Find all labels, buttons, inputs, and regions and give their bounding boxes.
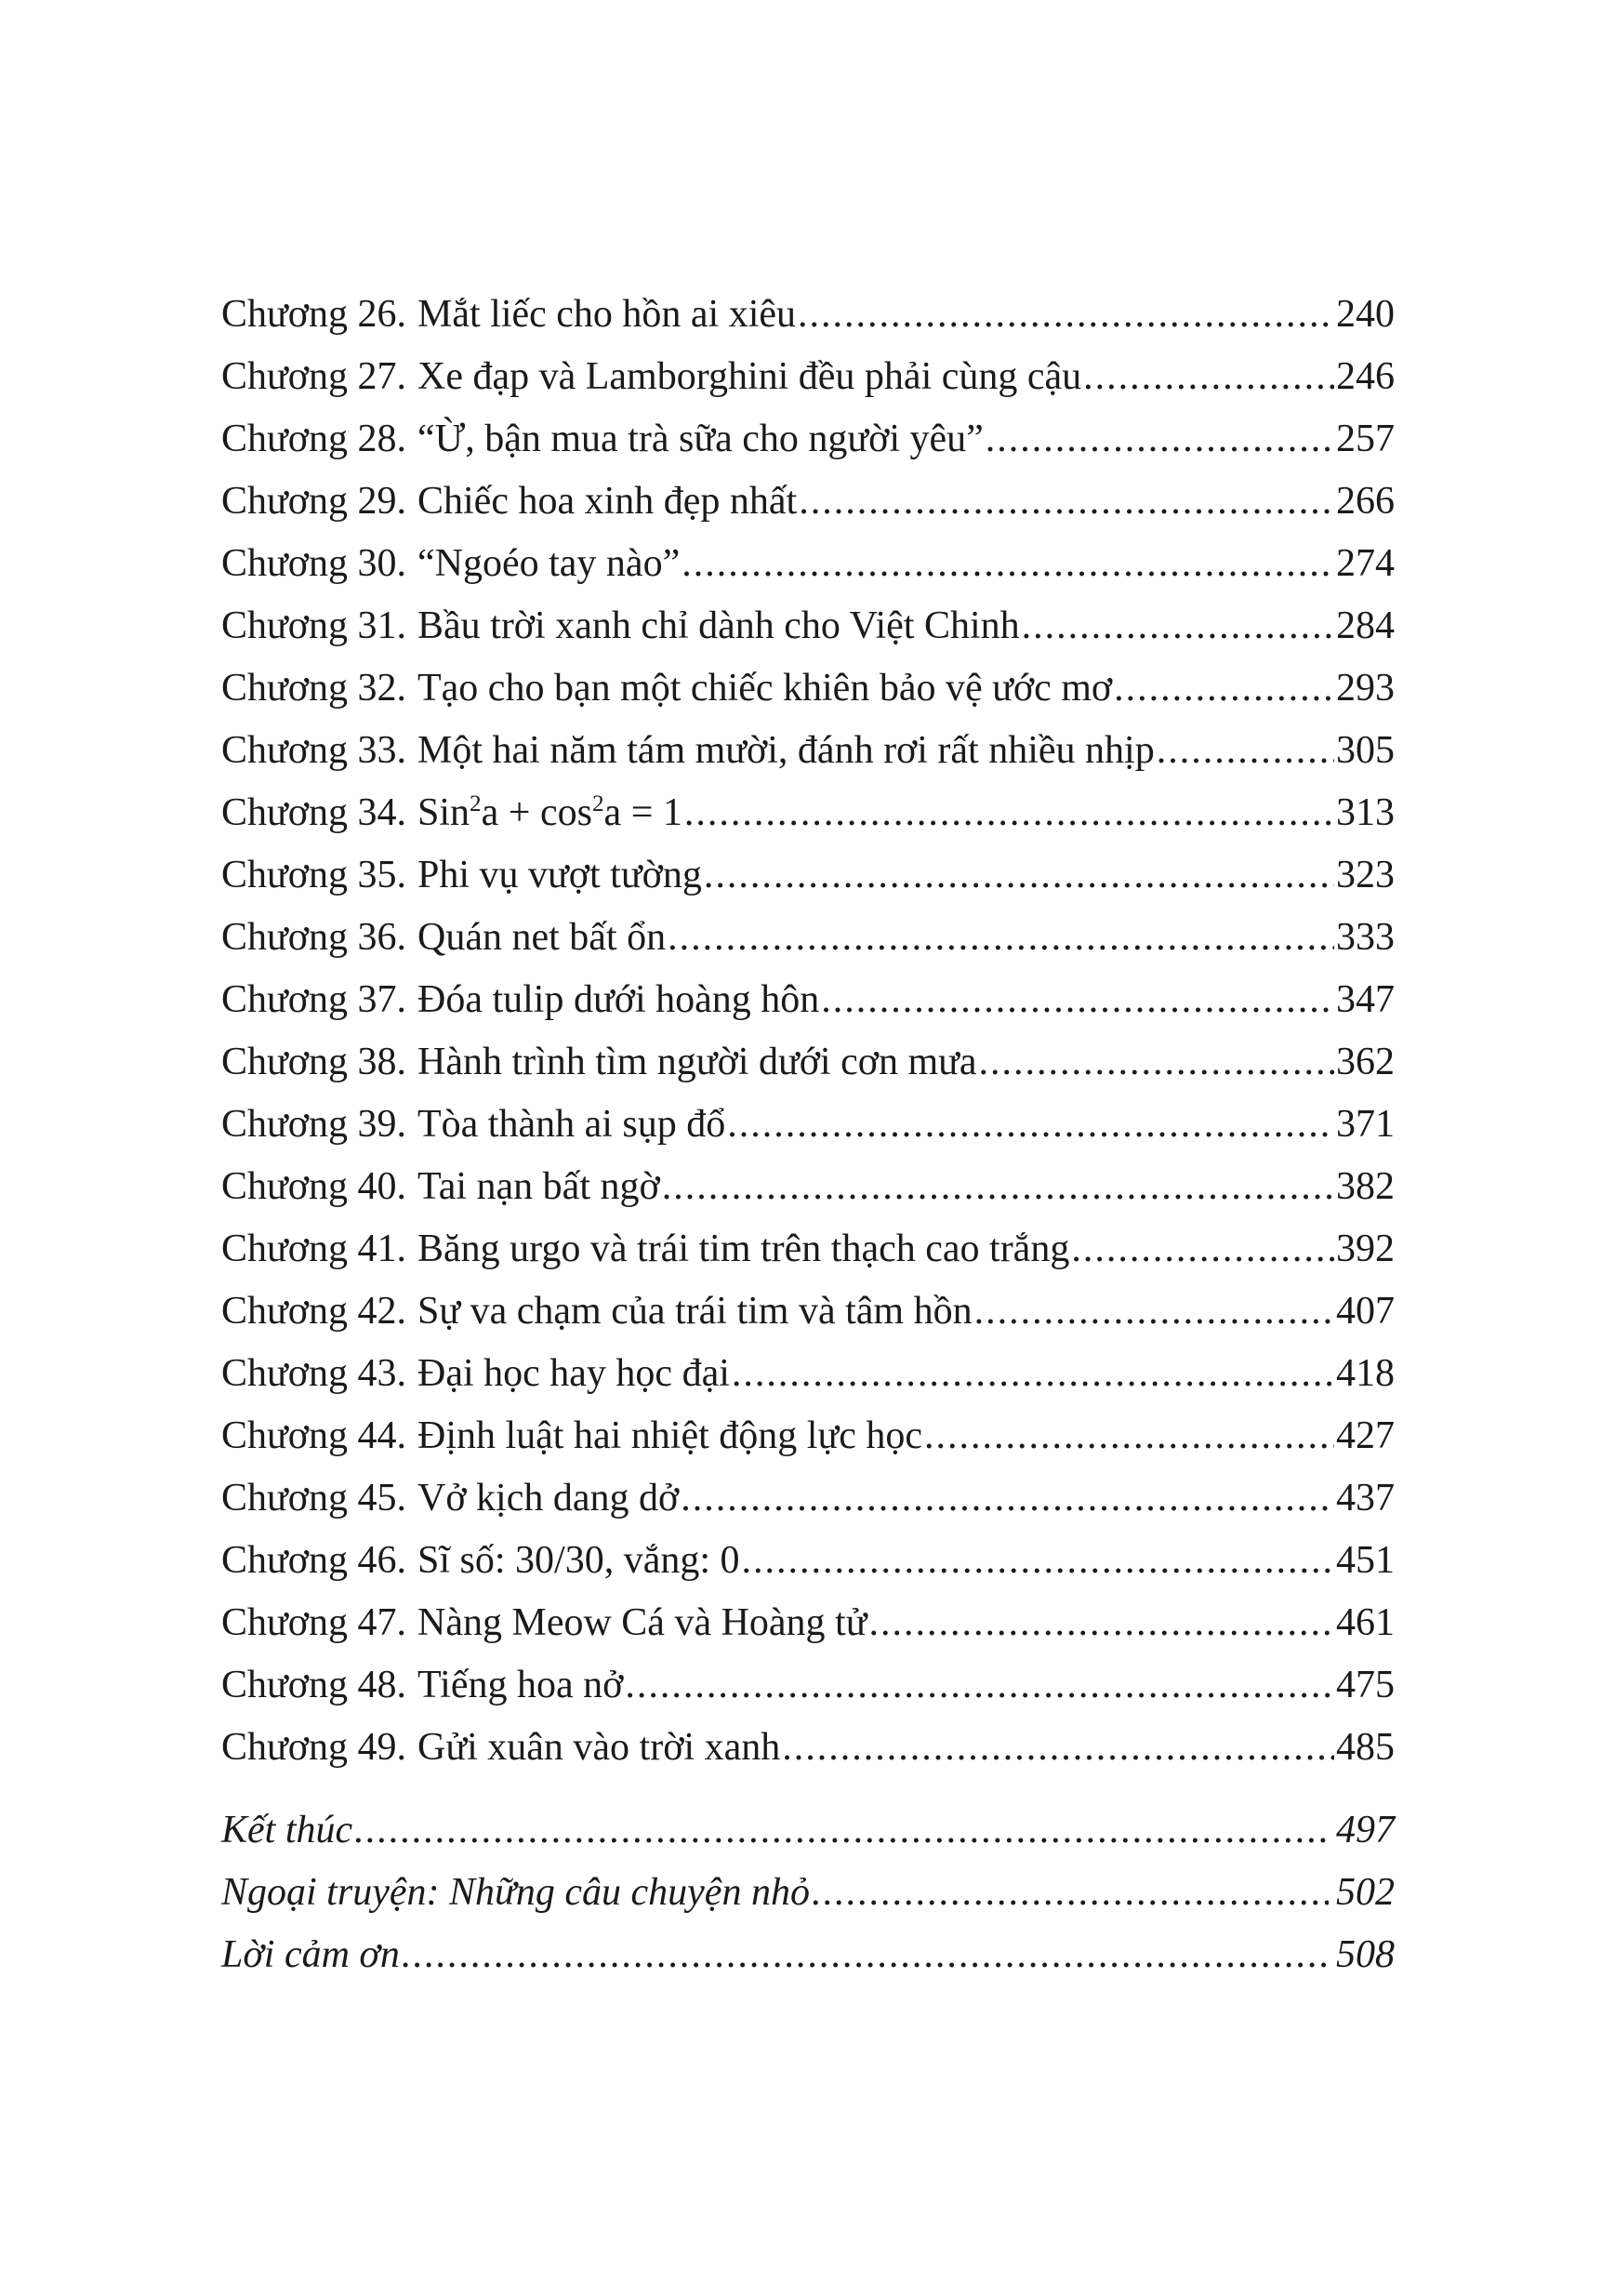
chapter-title: Đại học hay học đại xyxy=(417,1352,730,1395)
dot-leader xyxy=(821,969,1334,1031)
chapter-title-formula xyxy=(417,791,682,834)
dot-leader xyxy=(986,408,1334,471)
page-number: 407 xyxy=(1336,1290,1395,1333)
toc-entry-loi-cam-on xyxy=(221,1924,1395,1986)
toc-entry-ch36 xyxy=(221,907,1395,969)
formula-superscript: 2 xyxy=(591,791,604,816)
toc-entry-ch29 xyxy=(221,471,1395,533)
chapter-title: Sĩ số: 30/30, vắng: 0 xyxy=(417,1539,740,1582)
dot-leader xyxy=(924,1405,1334,1467)
dot-leader xyxy=(1022,595,1334,657)
page-number: 502 xyxy=(1336,1871,1395,1914)
chapter-title: Hành trình tìm người dưới cơn mưa xyxy=(417,1041,977,1083)
page-number: 371 xyxy=(1336,1103,1395,1146)
dot-leader xyxy=(782,1717,1334,1779)
page-number: 382 xyxy=(1336,1165,1395,1208)
toc-title xyxy=(221,1343,730,1405)
toc-entry-ch32 xyxy=(221,657,1395,720)
dot-leader xyxy=(727,1094,1334,1156)
chapter-title: Gửi xuân vào trời xanh xyxy=(417,1726,781,1769)
chapter-label: Chương 27. xyxy=(221,355,406,398)
toc-title xyxy=(221,1281,973,1343)
toc-entry-ch34 xyxy=(221,782,1395,844)
toc-entry-ch28 xyxy=(221,408,1395,471)
toc-entry-ch45 xyxy=(221,1467,1395,1530)
page-number: 323 xyxy=(1336,854,1395,896)
dot-leader xyxy=(668,907,1334,969)
page-number: 392 xyxy=(1336,1228,1395,1270)
toc-entry-ch47 xyxy=(221,1592,1395,1654)
page-number: 497 xyxy=(1336,1809,1395,1851)
dot-leader xyxy=(1157,720,1334,782)
table-of-contents xyxy=(221,284,1395,1986)
dot-leader xyxy=(979,1031,1334,1094)
chapter-label: Chương 28. xyxy=(221,418,406,460)
dot-leader xyxy=(662,1156,1334,1218)
page-number: 508 xyxy=(1336,1933,1395,1976)
chapter-label: Chương 35. xyxy=(221,854,406,896)
toc-entry-ch39 xyxy=(221,1094,1395,1156)
chapter-title: Tạo cho bạn một chiếc khiên bảo vệ ước mơ xyxy=(417,667,1113,710)
toc-entry-ch48 xyxy=(221,1654,1395,1717)
endmatter-title: Kết thúc xyxy=(221,1809,353,1851)
toc-title xyxy=(221,284,796,346)
chapter-label: Chương 36. xyxy=(221,916,406,959)
formula-superscript: 2 xyxy=(470,791,482,816)
dot-leader xyxy=(1071,1218,1334,1281)
chapter-label: Chương 26. xyxy=(221,293,406,336)
chapter-title: Tai nạn bất ngờ xyxy=(417,1165,660,1208)
page-number: 313 xyxy=(1336,791,1395,834)
toc-entry-ngoai-truyen xyxy=(221,1862,1395,1924)
dot-leader xyxy=(681,1467,1334,1530)
toc-title xyxy=(221,1592,867,1654)
dot-leader xyxy=(812,1862,1329,1924)
chapter-title: “Ngoéo tay nào” xyxy=(417,542,681,585)
toc-title xyxy=(221,533,680,595)
chapter-label: Chương 29. xyxy=(221,480,406,523)
chapter-label: Chương 47. xyxy=(221,1601,406,1644)
chapter-title: Phi vụ vượt tường xyxy=(417,854,702,896)
toc-entry-ch33 xyxy=(221,720,1395,782)
toc-title xyxy=(221,1530,740,1592)
page-number: 437 xyxy=(1336,1477,1395,1520)
chapter-label: Chương 40. xyxy=(221,1165,406,1208)
dot-leader xyxy=(1114,657,1334,720)
chapter-title: Tiếng hoa nở xyxy=(417,1664,624,1706)
toc-entry-ch37 xyxy=(221,969,1395,1031)
page-number: 246 xyxy=(1336,355,1395,398)
toc-title xyxy=(221,1717,780,1779)
dot-leader xyxy=(625,1654,1334,1717)
chapter-label: Chương 44. xyxy=(221,1414,406,1457)
toc-title xyxy=(221,1031,977,1094)
dot-leader xyxy=(704,844,1334,907)
dot-leader xyxy=(799,471,1334,533)
chapter-label: Chương 48. xyxy=(221,1664,406,1706)
chapter-title: Băng urgo và trái tim trên thạch cao trắng xyxy=(417,1228,1070,1270)
dot-leader xyxy=(974,1281,1334,1343)
page-number: 362 xyxy=(1336,1041,1395,1083)
toc-title xyxy=(221,720,1155,782)
chapter-label: Chương 49. xyxy=(221,1726,406,1769)
toc-title xyxy=(221,1405,922,1467)
toc-entry-ch42 xyxy=(221,1281,1395,1343)
dot-leader xyxy=(732,1343,1334,1405)
chapter-label: Chương 33. xyxy=(221,729,406,772)
toc-title xyxy=(221,408,984,471)
dot-leader xyxy=(742,1530,1334,1592)
chapter-title: Sự va chạm của trái tim và tâm hồn xyxy=(417,1290,973,1333)
dot-leader xyxy=(682,533,1334,595)
chapter-title: Tòa thành ai sụp đổ xyxy=(417,1103,726,1146)
page-number: 293 xyxy=(1336,667,1395,710)
chapter-label: Chương 31. xyxy=(221,604,406,647)
chapter-label: Chương 42. xyxy=(221,1290,406,1333)
toc-entry-ch40 xyxy=(221,1156,1395,1218)
toc-title xyxy=(221,346,1081,408)
page-number: 266 xyxy=(1336,480,1395,523)
chapter-label: Chương 30. xyxy=(221,542,406,585)
toc-entry-ch31 xyxy=(221,595,1395,657)
toc-title xyxy=(221,782,682,844)
toc-entry-ch43 xyxy=(221,1343,1395,1405)
chapter-title: Mắt liếc cho hồn ai xiêu xyxy=(417,293,797,336)
endmatter-title: Lời cảm ơn xyxy=(221,1933,400,1976)
page-number: 418 xyxy=(1336,1352,1395,1395)
toc-entry-ch41 xyxy=(221,1218,1395,1281)
chapter-label: Chương 46. xyxy=(221,1539,406,1582)
dot-leader xyxy=(869,1592,1335,1654)
page-number: 475 xyxy=(1336,1664,1395,1706)
dot-leader xyxy=(798,284,1334,346)
page-number: 427 xyxy=(1336,1414,1395,1457)
toc-entry-ket-thuc xyxy=(221,1799,1395,1862)
toc-title xyxy=(221,907,666,969)
page-number: 485 xyxy=(1336,1726,1395,1769)
dot-leader xyxy=(354,1799,1329,1862)
dot-leader xyxy=(1083,346,1334,408)
chapter-title: Định luật hai nhiệt động lực học xyxy=(417,1414,922,1457)
dot-leader xyxy=(402,1924,1329,1986)
chapter-title: Bầu trời xanh chỉ dành cho Việt Chinh xyxy=(417,604,1020,647)
formula-part: Sin xyxy=(417,791,470,834)
formula-part: a = 1 xyxy=(603,791,682,834)
page-number: 451 xyxy=(1336,1539,1395,1582)
toc-entry-ch38 xyxy=(221,1031,1395,1094)
chapter-title: Quán net bất ổn xyxy=(417,916,667,959)
page-number: 257 xyxy=(1336,418,1395,460)
chapter-title: Nàng Meow Cá và Hoàng tử xyxy=(417,1601,867,1644)
toc-entry-ch49 xyxy=(221,1717,1395,1779)
chapter-label: Chương 37. xyxy=(221,978,406,1021)
toc-title xyxy=(221,1218,1069,1281)
toc-entry-ch35 xyxy=(221,844,1395,907)
dot-leader xyxy=(684,782,1334,844)
toc-title xyxy=(221,471,797,533)
toc-title xyxy=(221,1467,679,1530)
chapter-label: Chương 34. xyxy=(221,791,406,834)
toc-entry-ch27 xyxy=(221,346,1395,408)
chapter-label: Chương 41. xyxy=(221,1228,406,1270)
toc-title xyxy=(221,657,1112,720)
chapter-label: Chương 38. xyxy=(221,1041,406,1083)
toc-entry-ch30 xyxy=(221,533,1395,595)
toc-title xyxy=(221,1156,660,1218)
endmatter-title: Ngoại truyện: Những câu chuyện nhỏ xyxy=(221,1871,810,1914)
chapter-title: Xe đạp và Lamborghini đều phải cùng cậu xyxy=(417,355,1082,398)
section-spacer xyxy=(221,1779,1395,1799)
chapter-title: Đóa tulip dưới hoàng hôn xyxy=(417,978,820,1021)
toc-entry-ch44 xyxy=(221,1405,1395,1467)
page-number: 284 xyxy=(1336,604,1395,647)
chapter-title: Chiếc hoa xinh đẹp nhất xyxy=(417,480,798,523)
chapter-label: Chương 39. xyxy=(221,1103,406,1146)
toc-entry-ch26 xyxy=(221,284,1395,346)
chapter-title: Vở kịch dang dở xyxy=(417,1477,680,1520)
toc-entry-ch46 xyxy=(221,1530,1395,1592)
page-number: 347 xyxy=(1336,978,1395,1021)
toc-title xyxy=(221,1094,725,1156)
toc-title xyxy=(221,1654,623,1717)
chapter-title: “Ừ, bận mua trà sữa cho người yêu” xyxy=(417,418,984,460)
toc-title xyxy=(221,595,1020,657)
chapter-title: Một hai năm tám mười, đánh rơi rất nhiều nhịp xyxy=(417,729,1155,772)
chapter-label: Chương 32. xyxy=(221,667,406,710)
page-number: 305 xyxy=(1336,729,1395,772)
formula-part: a + cos xyxy=(481,791,592,834)
page-number: 274 xyxy=(1336,542,1395,585)
page-number: 240 xyxy=(1336,293,1395,336)
toc-title xyxy=(221,969,819,1031)
toc-title xyxy=(221,844,702,907)
page-number: 333 xyxy=(1336,916,1395,959)
chapter-label: Chương 45. xyxy=(221,1477,406,1520)
chapter-label: Chương 43. xyxy=(221,1352,406,1395)
page-number: 461 xyxy=(1336,1601,1395,1644)
